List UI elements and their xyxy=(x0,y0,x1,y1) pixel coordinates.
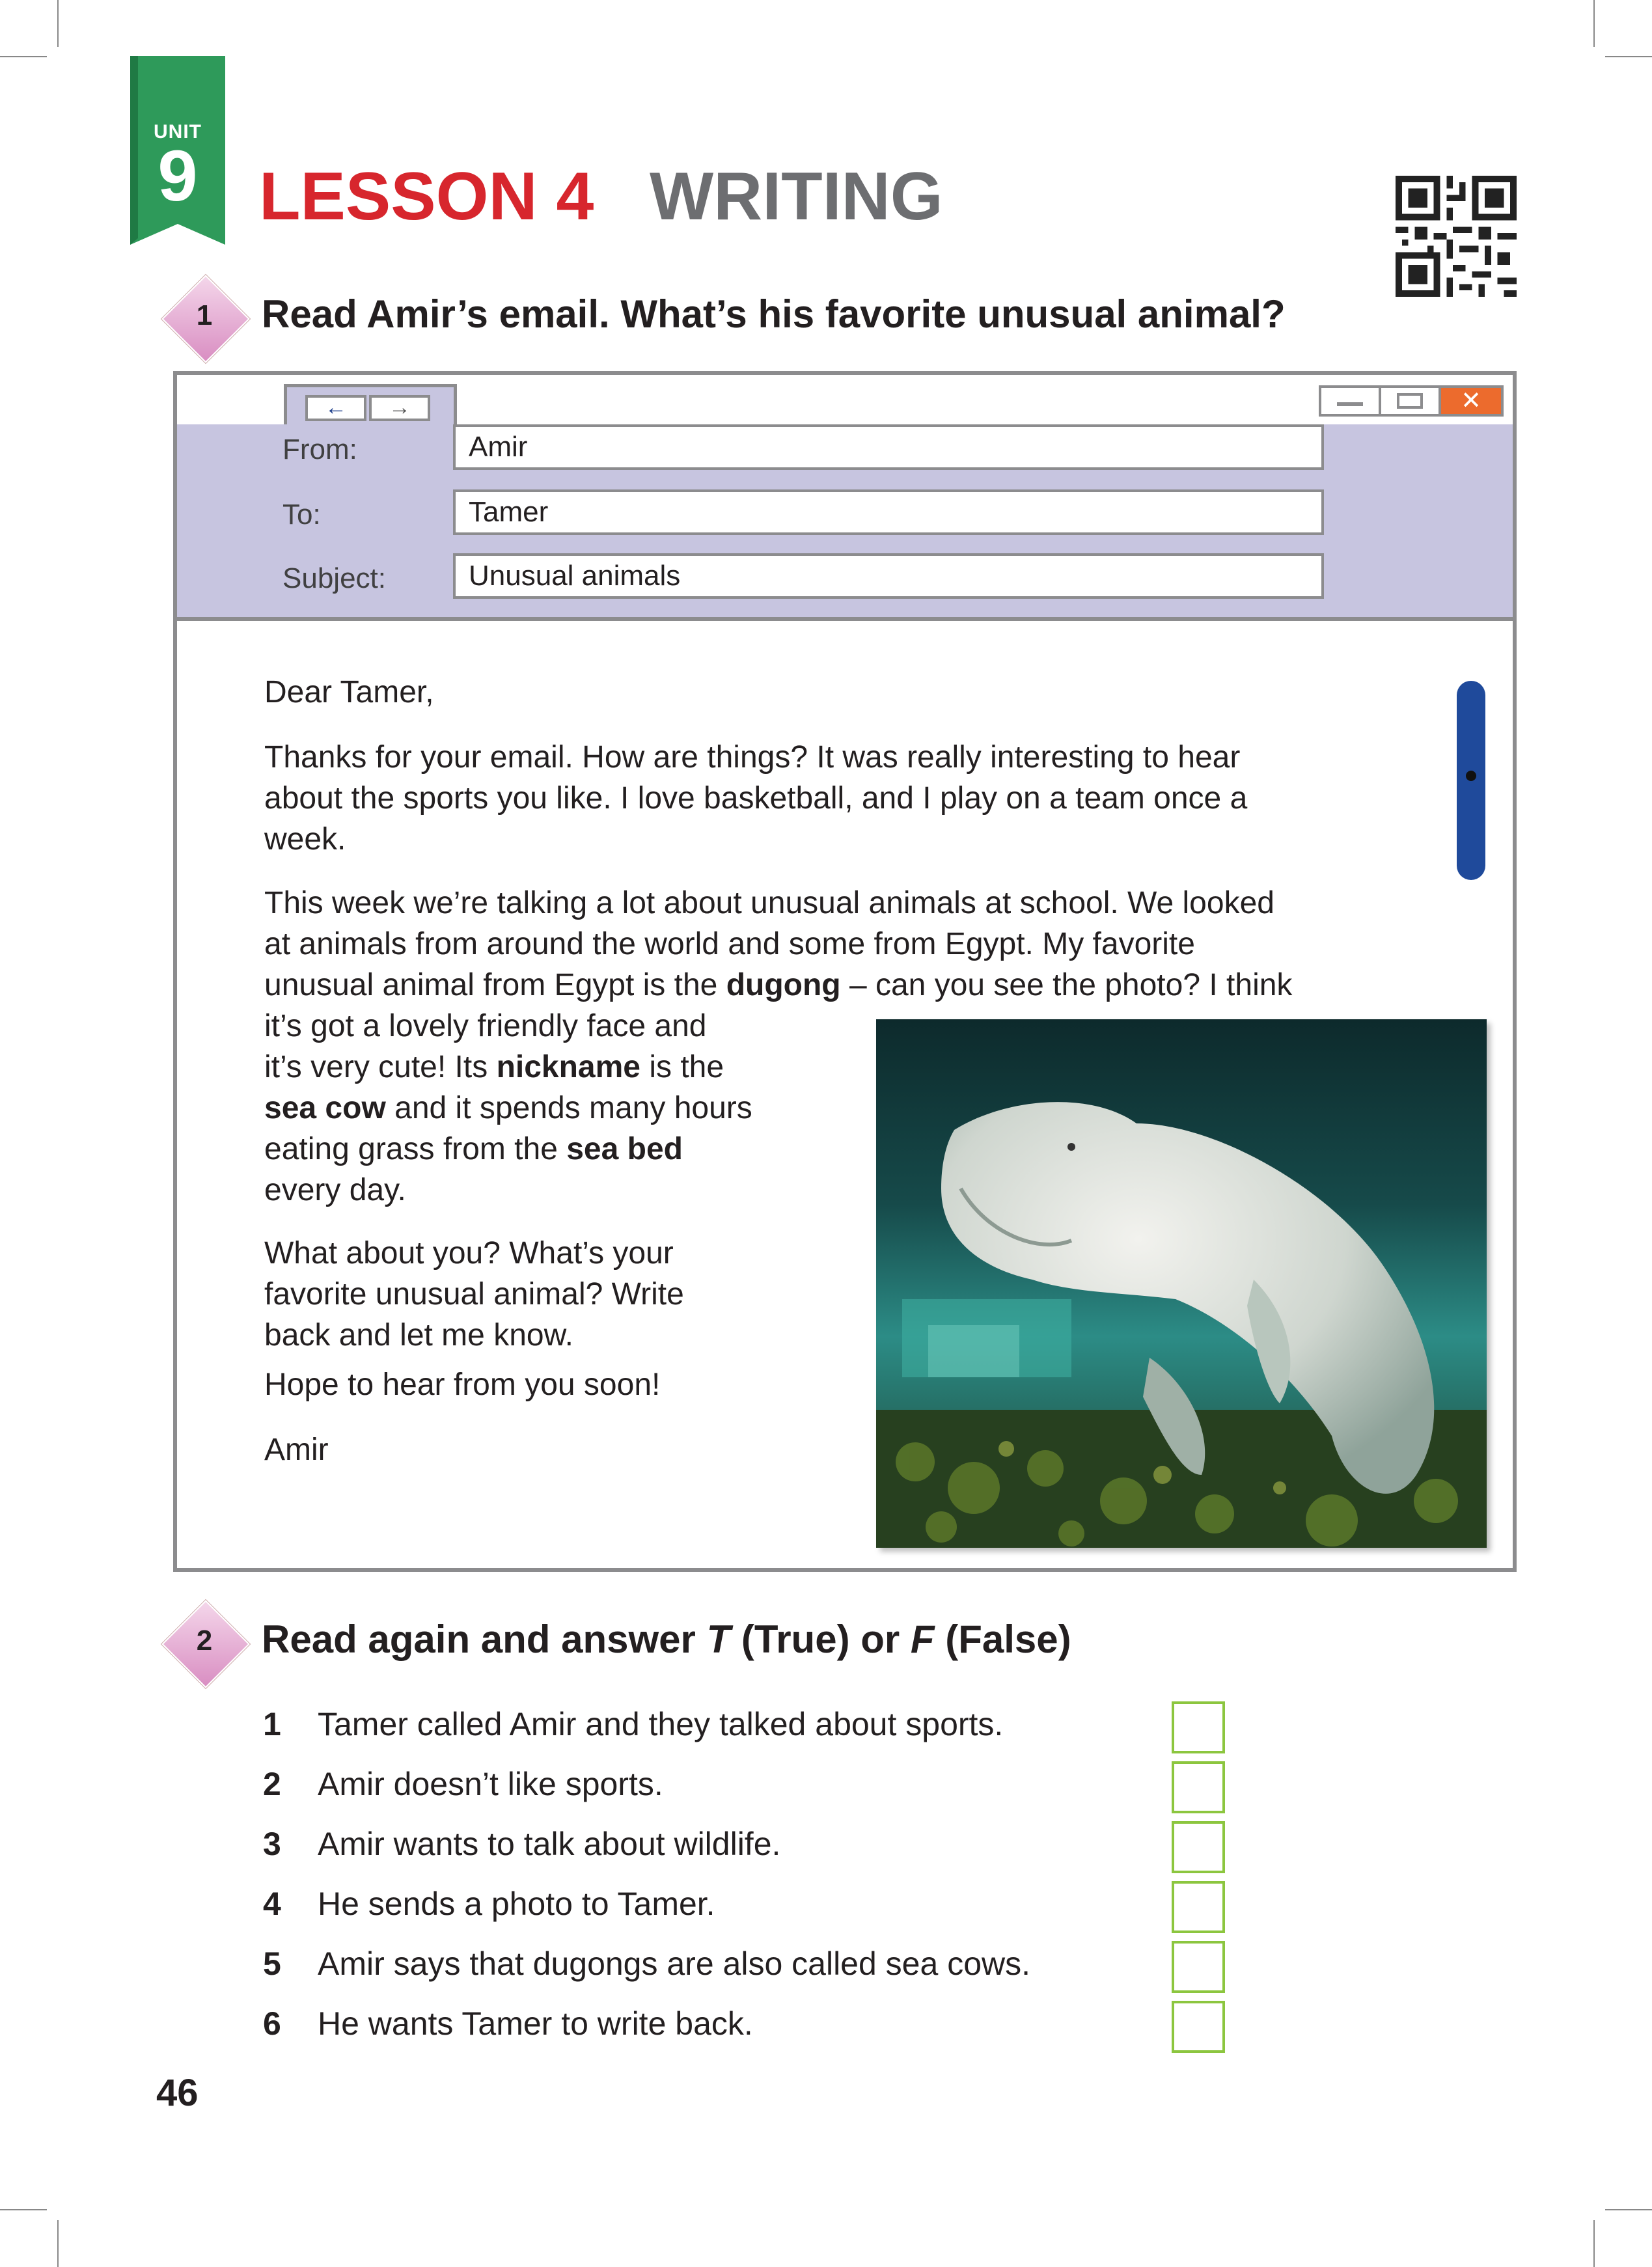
exercise-1-number: 1 xyxy=(196,299,213,331)
unit-number: 9 xyxy=(158,136,198,216)
unit-label: UNIT xyxy=(154,121,202,143)
text-line: at animals from around the world and some from Egypt. My favorite xyxy=(264,927,1195,961)
bold-term: dugong xyxy=(726,968,841,1002)
maximize-button[interactable] xyxy=(1379,385,1441,417)
email-paragraph-1 xyxy=(264,737,1247,860)
false-letter: F xyxy=(910,1617,935,1661)
text-line: Thanks for your email. How are things? It was really interesting to hear xyxy=(264,740,1241,775)
text-line: it’s got a lovely friendly face and xyxy=(264,1009,707,1043)
text-line: it’s very cute! Its nickname is the xyxy=(264,1050,724,1084)
crop-mark xyxy=(0,2209,47,2210)
exercise-1-instruction: Read Amir’s email. What’s his favorite unusual animal? xyxy=(262,292,1286,336)
back-arrow-icon[interactable]: ← xyxy=(305,395,366,421)
text-line: back and let me know. xyxy=(264,1318,573,1353)
maximize-icon xyxy=(1397,393,1423,409)
scrollbar-thumb[interactable] xyxy=(1466,771,1476,781)
question-text: Amir wants to talk about wildlife. xyxy=(318,1826,781,1862)
email-header-panel xyxy=(177,424,1513,621)
question-text: He wants Tamer to write back. xyxy=(318,2005,753,2042)
crop-mark xyxy=(1593,0,1595,47)
qr-code xyxy=(1394,176,1518,297)
crop-mark xyxy=(57,2220,59,2267)
answer-box[interactable] xyxy=(1172,1761,1225,1813)
crop-mark xyxy=(57,0,59,47)
question-number: 4 xyxy=(263,1886,281,1922)
from-label: From: xyxy=(282,433,357,465)
crop-mark xyxy=(1593,2220,1595,2267)
text-line: about the sports you like. I love basketball, and I play on a team once a xyxy=(264,781,1248,816)
crop-mark xyxy=(0,56,47,57)
to-label: To: xyxy=(282,499,321,530)
question-number: 5 xyxy=(263,1945,281,1982)
forward-arrow-icon[interactable]: → xyxy=(369,395,430,421)
question-text: He sends a photo to Tamer. xyxy=(318,1886,715,1922)
text-line: eating grass from the sea bed xyxy=(264,1132,683,1166)
answer-box[interactable] xyxy=(1172,1941,1225,1993)
scrollbar[interactable] xyxy=(1457,681,1485,880)
email-window xyxy=(173,371,1517,1572)
question-number: 2 xyxy=(263,1766,281,1802)
to-field[interactable]: Tamer xyxy=(453,489,1324,535)
nav-tab xyxy=(284,384,457,428)
unit-ribbon xyxy=(130,56,225,251)
text-line: favorite unusual animal? Write xyxy=(264,1277,684,1312)
crop-mark xyxy=(1605,56,1652,57)
answer-box[interactable] xyxy=(1172,2001,1225,2053)
true-letter: T xyxy=(706,1617,731,1661)
text-line: This week we’re talking a lot about unusual animals at school. We looked xyxy=(264,886,1274,920)
question-text: Amir doesn’t like sports. xyxy=(318,1766,663,1802)
email-signature: Amir xyxy=(264,1433,329,1467)
question-number: 3 xyxy=(263,1826,281,1862)
bold-term: sea bed xyxy=(566,1132,683,1166)
lesson-title: LESSON 4 xyxy=(259,159,594,234)
question-text: Amir says that dugongs are also called sea cows. xyxy=(318,1945,1030,1982)
answer-box[interactable] xyxy=(1172,1701,1225,1753)
bold-term: nickname xyxy=(496,1050,640,1084)
exercise-2-number: 2 xyxy=(196,1625,213,1656)
email-closing: Hope to hear from you soon! xyxy=(264,1367,661,1402)
dugong-photo xyxy=(876,1019,1487,1548)
question-text: Tamer called Amir and they talked about sports. xyxy=(318,1706,1004,1742)
text-line: unusual animal from Egypt is the dugong – can you see the photo? I think xyxy=(264,968,1293,1002)
question-number: 6 xyxy=(263,2005,281,2042)
email-greeting: Dear Tamer, xyxy=(264,675,434,709)
minimize-button[interactable] xyxy=(1319,385,1381,417)
answer-box[interactable] xyxy=(1172,1821,1225,1873)
window-title-bar xyxy=(177,375,1513,427)
answer-box[interactable] xyxy=(1172,1881,1225,1933)
lesson-type: WRITING xyxy=(650,159,943,234)
crop-mark xyxy=(1605,2209,1652,2210)
email-paragraph-3 xyxy=(264,1233,684,1356)
subject-field[interactable]: Unusual animals xyxy=(453,553,1324,599)
text-line: week. xyxy=(264,822,346,857)
close-icon: ✕ xyxy=(1461,387,1481,415)
page-number: 46 xyxy=(156,2072,199,2114)
text-line: What about you? What’s your xyxy=(264,1236,674,1271)
subject-label: Subject: xyxy=(282,562,386,594)
text-line: sea cow and it spends many hours xyxy=(264,1091,752,1125)
from-field[interactable]: Amir xyxy=(453,424,1324,470)
close-button[interactable] xyxy=(1439,385,1504,417)
minimize-icon xyxy=(1337,402,1363,406)
text-line: every day. xyxy=(264,1173,406,1207)
bold-term: sea cow xyxy=(264,1091,386,1125)
question-number: 1 xyxy=(263,1706,281,1742)
exercise-2-instruction: Read again and answer T (True) or F (False) xyxy=(262,1617,1071,1661)
